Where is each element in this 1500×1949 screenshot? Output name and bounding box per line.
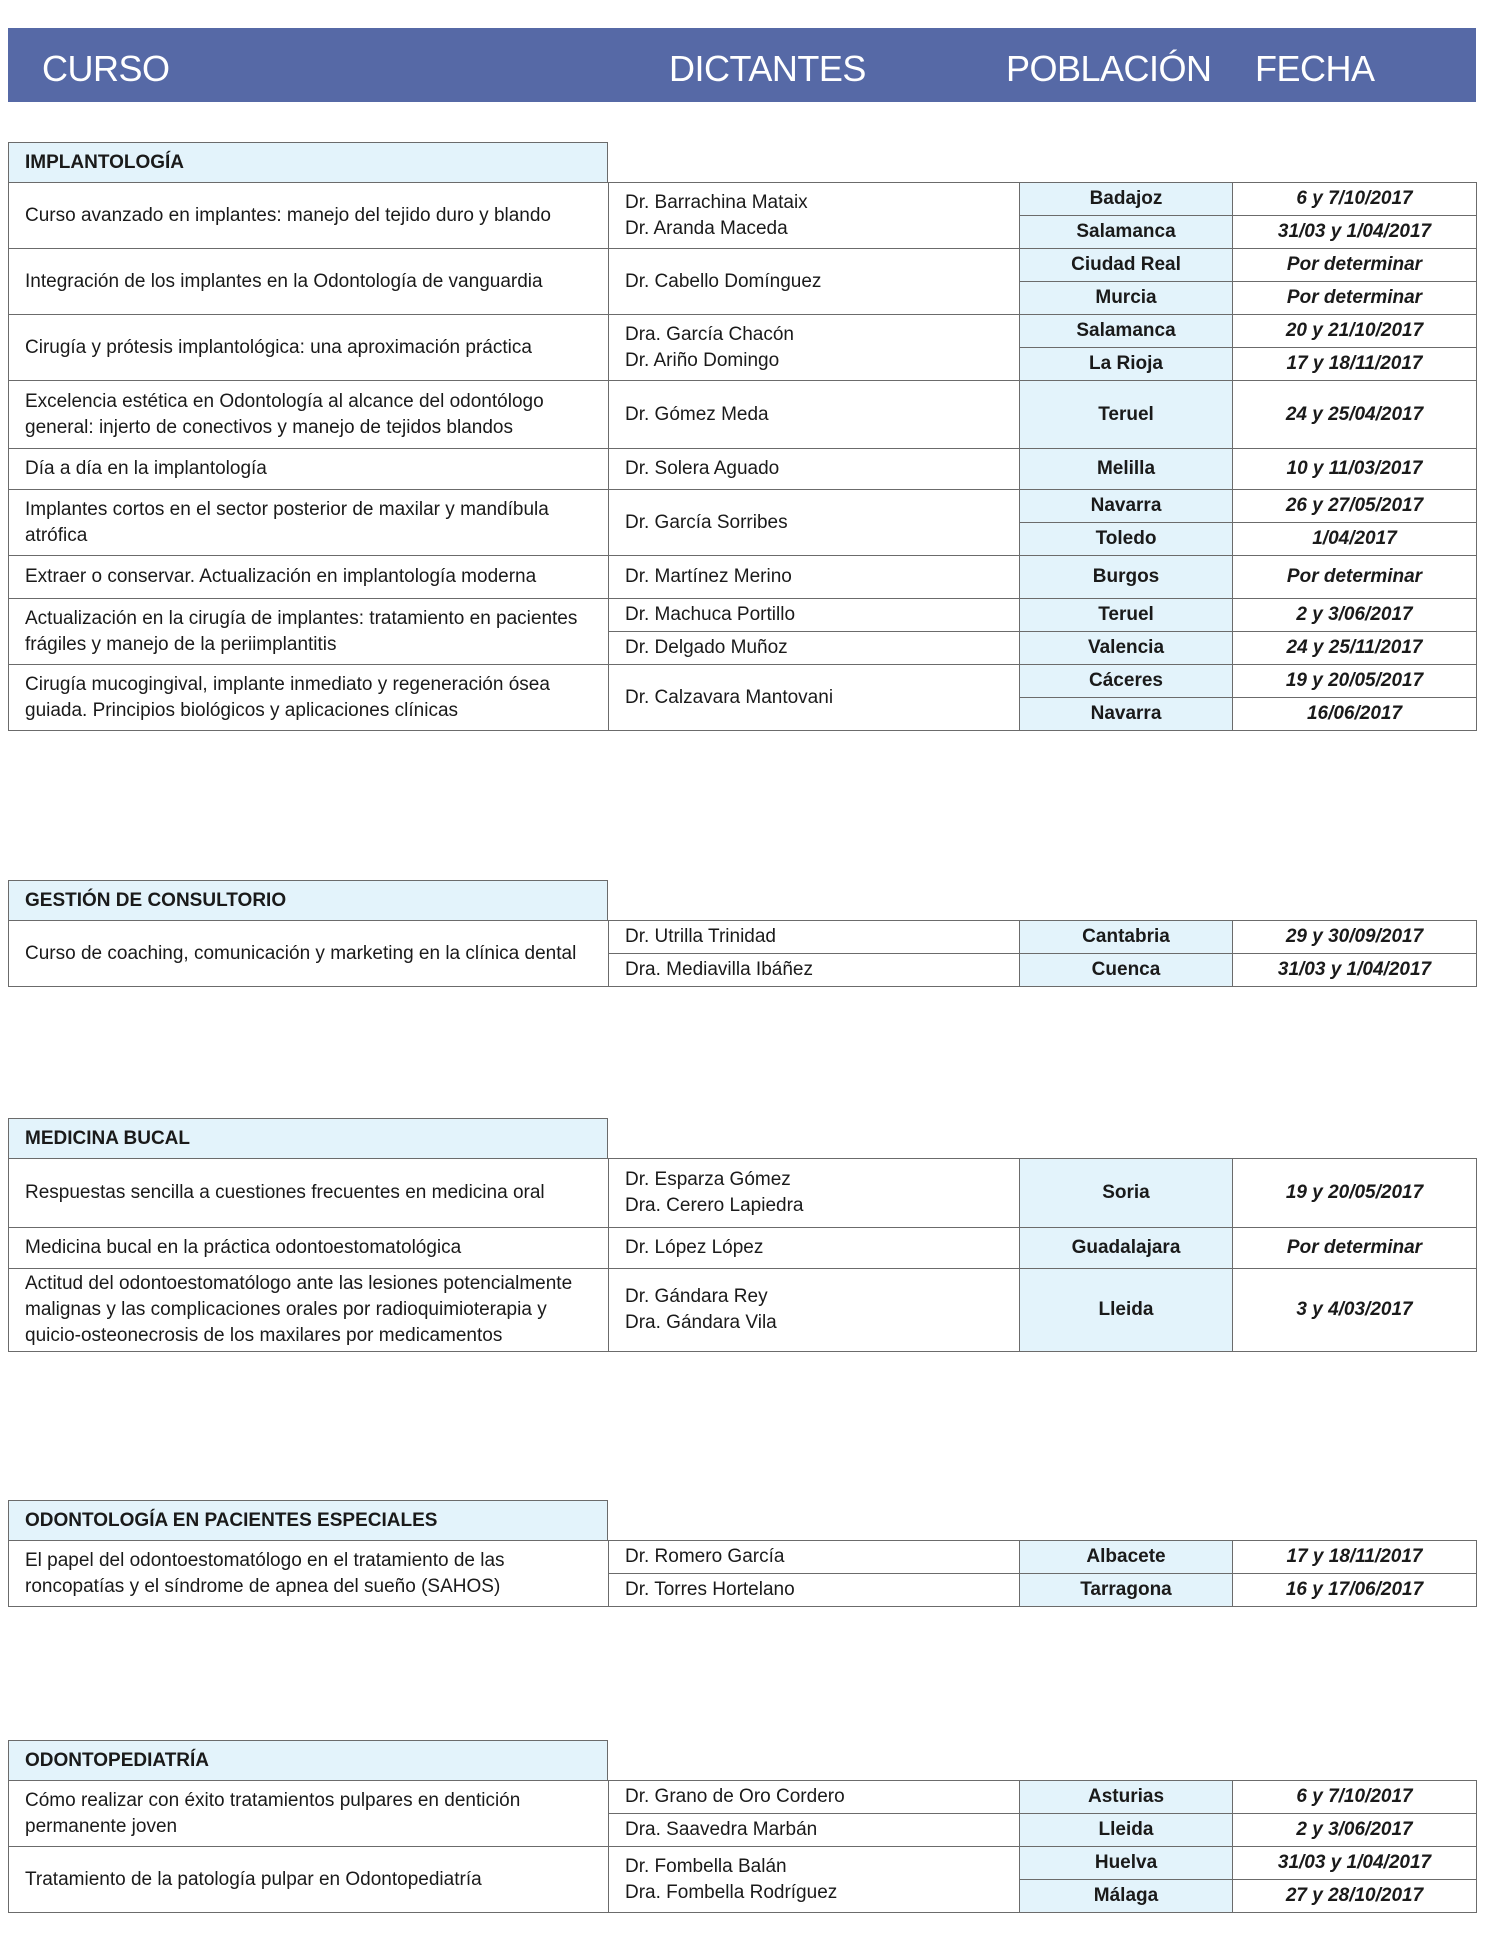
section-odontopediatria bbox=[8, 1740, 1476, 1913]
table-row bbox=[9, 1228, 1477, 1269]
course-table bbox=[8, 182, 1477, 731]
poblacion-cell: Murcia bbox=[1020, 282, 1233, 315]
section-implantologia bbox=[8, 142, 1476, 731]
curso-cell: Medicina bucal en la práctica odontoestomatológica bbox=[9, 1228, 609, 1269]
curso-cell: Extraer o conservar. Actualización en implantología moderna bbox=[9, 556, 609, 599]
curso-cell: Integración de los implantes en la Odontología de vanguardia bbox=[9, 249, 609, 315]
header-dictantes: DICTANTES bbox=[669, 48, 866, 89]
fecha-cell: 17 y 18/11/2017 bbox=[1233, 1541, 1477, 1574]
course-table bbox=[8, 1780, 1477, 1913]
poblacion-cell: Melilla bbox=[1020, 449, 1233, 490]
course-table bbox=[8, 920, 1477, 987]
section-pacientes-especiales bbox=[8, 1500, 1476, 1607]
fecha-cell: 27 y 28/10/2017 bbox=[1233, 1880, 1477, 1913]
poblacion-cell: Málaga bbox=[1020, 1880, 1233, 1913]
table-row bbox=[9, 1781, 1477, 1814]
poblacion-cell: Salamanca bbox=[1020, 315, 1233, 348]
fecha-cell: 16/06/2017 bbox=[1233, 698, 1477, 731]
dictantes-cell: Dr. Utrilla Trinidad bbox=[609, 921, 1020, 954]
fecha-cell: 6 y 7/10/2017 bbox=[1233, 183, 1477, 216]
dictantes-cell: Dra. García Chacón Dr. Ariño Domingo bbox=[609, 315, 1020, 381]
table-row bbox=[9, 449, 1477, 490]
fecha-cell: Por determinar bbox=[1233, 556, 1477, 599]
curso-cell: Actualización en la cirugía de implantes: tratamiento en pacientes frágiles y manejo de la periimplantitis bbox=[9, 599, 609, 665]
fecha-cell: 19 y 20/05/2017 bbox=[1233, 665, 1477, 698]
curso-cell: Curso de coaching, comunicación y marketing en la clínica dental bbox=[9, 921, 609, 987]
section-title: MEDICINA BUCAL bbox=[8, 1118, 608, 1158]
fecha-cell: 19 y 20/05/2017 bbox=[1233, 1159, 1477, 1228]
dictantes-cell: Dr. Fombella Balán Dra. Fombella Rodríguez bbox=[609, 1847, 1020, 1913]
fecha-cell: 3 y 4/03/2017 bbox=[1233, 1269, 1477, 1352]
dictantes-cell: Dr. Barrachina Mataix Dr. Aranda Maceda bbox=[609, 183, 1020, 249]
dictantes-cell: Dr. Gándara Rey Dra. Gándara Vila bbox=[609, 1269, 1020, 1352]
dictantes-cell: Dr. Solera Aguado bbox=[609, 449, 1020, 490]
fecha-cell: 20 y 21/10/2017 bbox=[1233, 315, 1477, 348]
table-row bbox=[9, 1847, 1477, 1880]
curso-cell: El papel del odontoestomatólogo en el tratamiento de las roncopatías y el síndrome de apnea del sueño (SAHOS) bbox=[9, 1541, 609, 1607]
fecha-cell: 24 y 25/04/2017 bbox=[1233, 381, 1477, 449]
curso-cell: Curso avanzado en implantes: manejo del tejido duro y blando bbox=[9, 183, 609, 249]
curso-cell: Implantes cortos en el sector posterior de maxilar y mandíbula atrófica bbox=[9, 490, 609, 556]
dictantes-cell: Dr. Gómez Meda bbox=[609, 381, 1020, 449]
fecha-cell: 10 y 11/03/2017 bbox=[1233, 449, 1477, 490]
fecha-cell: 26 y 27/05/2017 bbox=[1233, 490, 1477, 523]
dictantes-cell: Dr. López López bbox=[609, 1228, 1020, 1269]
fecha-cell: 31/03 y 1/04/2017 bbox=[1233, 1847, 1477, 1880]
curso-cell: Cirugía y prótesis implantológica: una aproximación práctica bbox=[9, 315, 609, 381]
curso-cell: Cómo realizar con éxito tratamientos pulpares en dentición permanente joven bbox=[9, 1781, 609, 1847]
poblacion-cell: Huelva bbox=[1020, 1847, 1233, 1880]
course-table bbox=[8, 1540, 1477, 1607]
poblacion-cell: Burgos bbox=[1020, 556, 1233, 599]
poblacion-cell: La Rioja bbox=[1020, 348, 1233, 381]
poblacion-cell: Badajoz bbox=[1020, 183, 1233, 216]
table-row bbox=[9, 381, 1477, 449]
section-medicina-bucal bbox=[8, 1118, 1476, 1352]
dictantes-cell: Dra. Mediavilla Ibáñez bbox=[609, 954, 1020, 987]
dictantes-cell: Dra. Saavedra Marbán bbox=[609, 1814, 1020, 1847]
poblacion-cell: Soria bbox=[1020, 1159, 1233, 1228]
poblacion-cell: Teruel bbox=[1020, 381, 1233, 449]
fecha-cell: 2 y 3/06/2017 bbox=[1233, 1814, 1477, 1847]
poblacion-cell: Navarra bbox=[1020, 490, 1233, 523]
curso-cell: Actitud del odontoestomatólogo ante las lesiones potencialmente malignas y las complicaciones orales por radioquimioterapia y quicio-osteonecrosis de los maxilares por medicamentos bbox=[9, 1269, 609, 1352]
section-title: ODONTOLOGÍA EN PACIENTES ESPECIALES bbox=[8, 1500, 608, 1540]
poblacion-cell: Toledo bbox=[1020, 523, 1233, 556]
curso-cell: Respuestas sencilla a cuestiones frecuentes en medicina oral bbox=[9, 1159, 609, 1228]
poblacion-cell: Cáceres bbox=[1020, 665, 1233, 698]
dictantes-cell: Dr. Grano de Oro Cordero bbox=[609, 1781, 1020, 1814]
table-row bbox=[9, 1269, 1477, 1352]
section-title: ODONTOPEDIATRÍA bbox=[8, 1740, 608, 1780]
poblacion-cell: Cantabria bbox=[1020, 921, 1233, 954]
header-curso: CURSO bbox=[42, 48, 170, 89]
fecha-cell: 17 y 18/11/2017 bbox=[1233, 348, 1477, 381]
fecha-cell: Por determinar bbox=[1233, 282, 1477, 315]
table-row bbox=[9, 315, 1477, 348]
fecha-cell: 31/03 y 1/04/2017 bbox=[1233, 954, 1477, 987]
poblacion-cell: Lleida bbox=[1020, 1814, 1233, 1847]
dictantes-cell: Dr. Romero García bbox=[609, 1541, 1020, 1574]
dictantes-cell: Dr. Esparza Gómez Dra. Cerero Lapiedra bbox=[609, 1159, 1020, 1228]
dictantes-cell: Dr. García Sorribes bbox=[609, 490, 1020, 556]
poblacion-cell: Valencia bbox=[1020, 632, 1233, 665]
column-header-bar bbox=[8, 28, 1476, 102]
fecha-cell: Por determinar bbox=[1233, 249, 1477, 282]
table-row bbox=[9, 665, 1477, 698]
poblacion-cell: Cuenca bbox=[1020, 954, 1233, 987]
table-row bbox=[9, 183, 1477, 216]
fecha-cell: 16 y 17/06/2017 bbox=[1233, 1574, 1477, 1607]
course-table bbox=[8, 1158, 1477, 1352]
table-row bbox=[9, 249, 1477, 282]
fecha-cell: 24 y 25/11/2017 bbox=[1233, 632, 1477, 665]
poblacion-cell: Salamanca bbox=[1020, 216, 1233, 249]
table-row bbox=[9, 599, 1477, 632]
table-row bbox=[9, 1541, 1477, 1574]
curso-cell: Tratamiento de la patología pulpar en Odontopediatría bbox=[9, 1847, 609, 1913]
curso-cell: Excelencia estética en Odontología al alcance del odontólogo general: injerto de conectivos y manejo de tejidos blandos bbox=[9, 381, 609, 449]
fecha-cell: Por determinar bbox=[1233, 1228, 1477, 1269]
poblacion-cell: Teruel bbox=[1020, 599, 1233, 632]
dictantes-cell: Dr. Torres Hortelano bbox=[609, 1574, 1020, 1607]
fecha-cell: 6 y 7/10/2017 bbox=[1233, 1781, 1477, 1814]
dictantes-cell: Dr. Machuca Portillo bbox=[609, 599, 1020, 632]
fecha-cell: 31/03 y 1/04/2017 bbox=[1233, 216, 1477, 249]
dictantes-cell: Dr. Delgado Muñoz bbox=[609, 632, 1020, 665]
poblacion-cell: Tarragona bbox=[1020, 1574, 1233, 1607]
table-row bbox=[9, 556, 1477, 599]
poblacion-cell: Guadalajara bbox=[1020, 1228, 1233, 1269]
section-gestion-consultorio bbox=[8, 880, 1476, 987]
poblacion-cell: Albacete bbox=[1020, 1541, 1233, 1574]
section-title: GESTIÓN DE CONSULTORIO bbox=[8, 880, 608, 920]
curso-cell: Día a día en la implantología bbox=[9, 449, 609, 490]
header-poblacion: POBLACIÓN bbox=[1006, 48, 1212, 89]
poblacion-cell: Asturias bbox=[1020, 1781, 1233, 1814]
fecha-cell: 2 y 3/06/2017 bbox=[1233, 599, 1477, 632]
poblacion-cell: Ciudad Real bbox=[1020, 249, 1233, 282]
dictantes-cell: Dr. Martínez Merino bbox=[609, 556, 1020, 599]
curso-cell: Cirugía mucogingival, implante inmediato y regeneración ósea guiada. Principios biológicos y aplicaciones clínicas bbox=[9, 665, 609, 731]
section-title: IMPLANTOLOGÍA bbox=[8, 142, 608, 182]
poblacion-cell: Lleida bbox=[1020, 1269, 1233, 1352]
table-row bbox=[9, 490, 1477, 523]
fecha-cell: 29 y 30/09/2017 bbox=[1233, 921, 1477, 954]
table-row bbox=[9, 921, 1477, 954]
dictantes-cell: Dr. Cabello Domínguez bbox=[609, 249, 1020, 315]
poblacion-cell: Navarra bbox=[1020, 698, 1233, 731]
fecha-cell: 1/04/2017 bbox=[1233, 523, 1477, 556]
table-row bbox=[9, 1159, 1477, 1228]
dictantes-cell: Dr. Calzavara Mantovani bbox=[609, 665, 1020, 731]
header-fecha: FECHA bbox=[1255, 48, 1375, 89]
